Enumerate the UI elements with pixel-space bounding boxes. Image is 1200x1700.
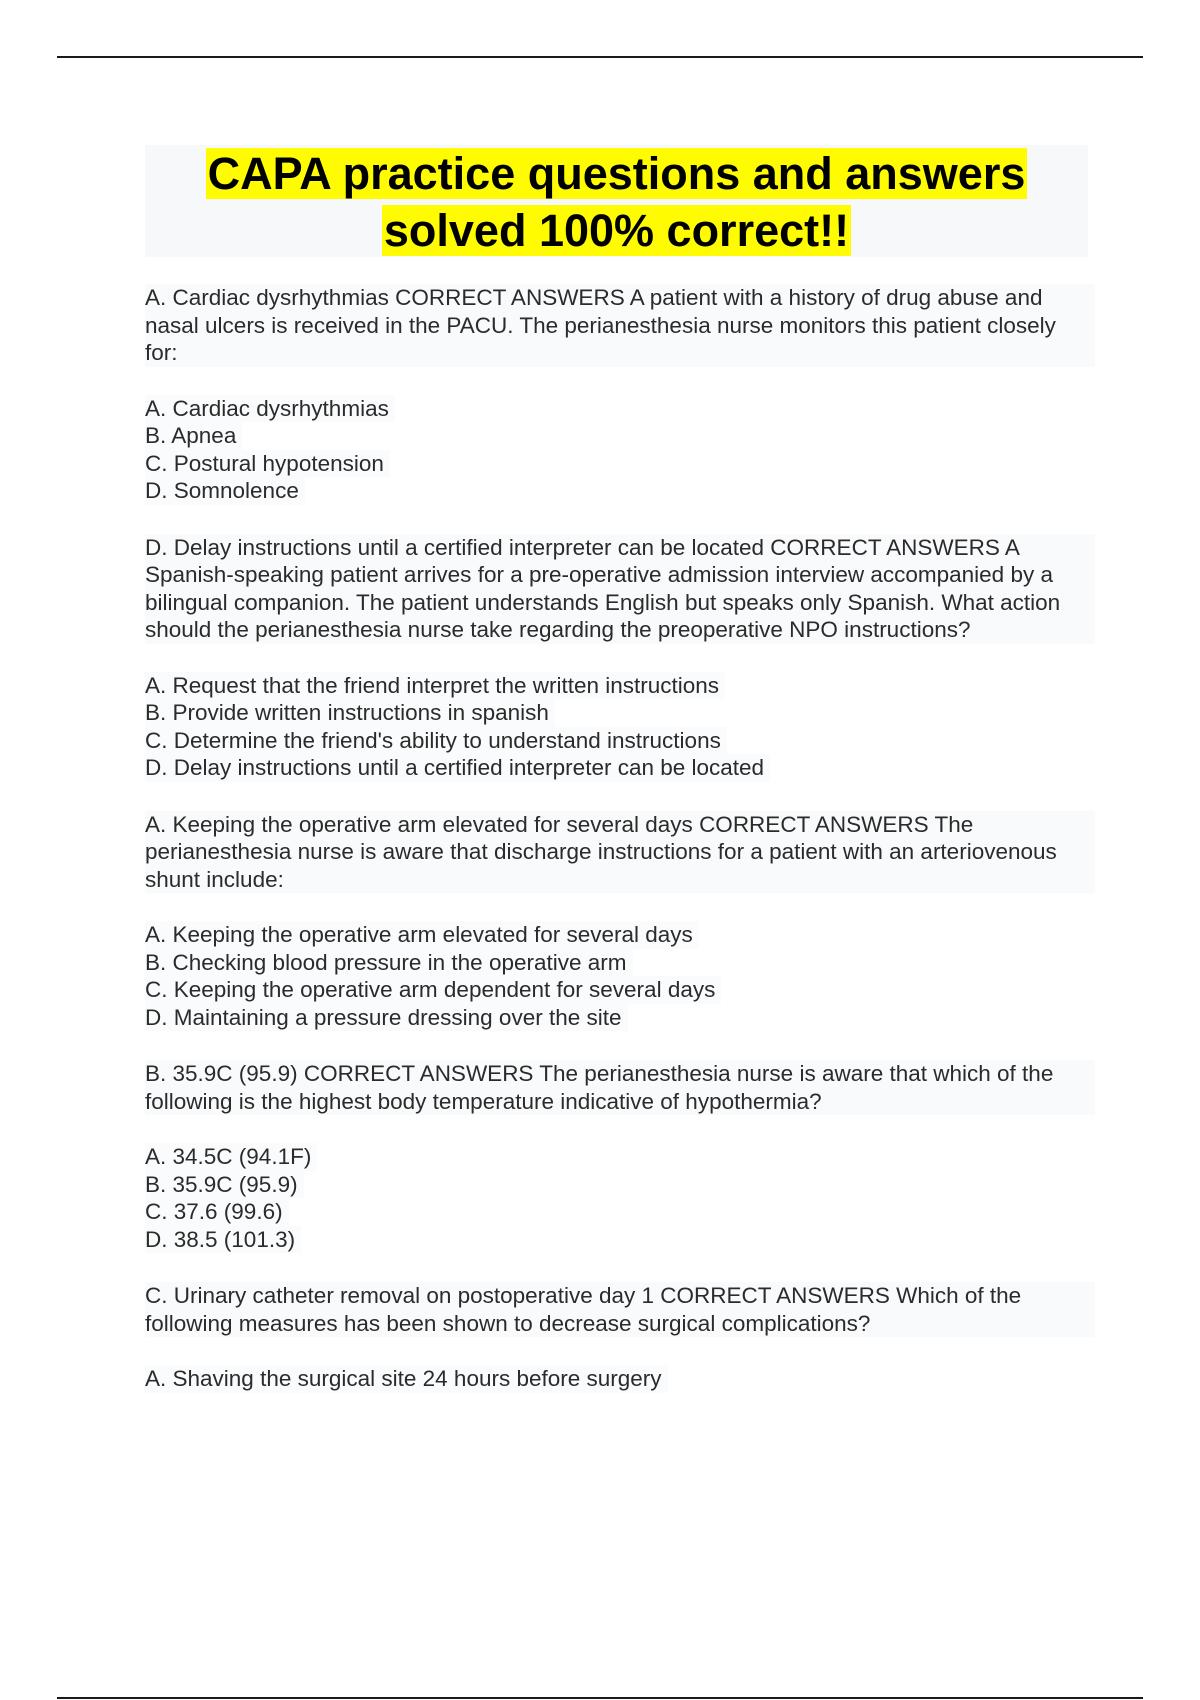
option-list	[145, 672, 1095, 782]
option-list	[145, 1143, 1095, 1253]
option-item: B. Apnea	[145, 422, 242, 450]
option-item: D. Somnolence	[145, 477, 305, 505]
option-list	[145, 921, 1095, 1031]
option-item: A. 34.5C (94.1F)	[145, 1143, 317, 1171]
option-item: C. Determine the friend's ability to understand instructions	[145, 727, 727, 755]
qa-block	[145, 1060, 1095, 1253]
option-item: C. Postural hypotension	[145, 450, 390, 478]
option-item: D. Maintaining a pressure dressing over the site	[145, 1004, 628, 1032]
option-item: D. Delay instructions until a certified interpreter can be located	[145, 754, 770, 782]
title-line-1: CAPA practice questions and answers	[207, 148, 1026, 199]
qa-block	[145, 284, 1095, 505]
option-item: D. 38.5 (101.3)	[145, 1226, 301, 1254]
qa-block	[145, 1282, 1095, 1393]
option-item: A. Keeping the operative arm elevated for several days	[145, 921, 699, 949]
option-item: B. Provide written instructions in spanish	[145, 699, 555, 727]
option-item: A. Request that the friend interpret the written instructions	[145, 672, 725, 700]
bottom-rule	[57, 1697, 1143, 1699]
option-item: A. Cardiac dysrhythmias	[145, 395, 395, 423]
document-body	[145, 284, 1095, 1422]
option-list	[145, 395, 1095, 505]
document-title	[145, 145, 1088, 257]
top-rule	[57, 56, 1143, 58]
option-item: B. 35.9C (95.9)	[145, 1171, 304, 1199]
qa-block	[145, 534, 1095, 782]
qa-block	[145, 811, 1095, 1032]
question-text: D. Delay instructions until a certified interpreter can be located CORRECT ANSWERS A Spanish-speaking patient arrives for a pre-operative admission interview accompanied by a bilingual companion. The patient understands English but speaks only Spanish. What action should the perianesthesia nurse take regarding the preoperative NPO instructions?	[145, 534, 1095, 644]
question-text: A. Keeping the operative arm elevated for several days CORRECT ANSWERS The perianesthesia nurse is aware that discharge instructions for a patient with an arteriovenous shunt include:	[145, 811, 1095, 894]
question-text: B. 35.9C (95.9) CORRECT ANSWERS The perianesthesia nurse is aware that which of the following is the highest body temperature indicative of hypothermia?	[145, 1060, 1095, 1115]
option-item: B. Checking blood pressure in the operative arm	[145, 949, 633, 977]
option-item: A. Shaving the surgical site 24 hours before surgery	[145, 1365, 668, 1393]
question-text: A. Cardiac dysrhythmias CORRECT ANSWERS A patient with a history of drug abuse and nasal ulcers is received in the PACU. The perianesthesia nurse monitors this patient closely for:	[145, 284, 1095, 367]
option-list	[145, 1365, 1095, 1393]
question-text: C. Urinary catheter removal on postoperative day 1 CORRECT ANSWERS Which of the following measures has been shown to decrease surgical complications?	[145, 1282, 1095, 1337]
option-item: C. 37.6 (99.6)	[145, 1198, 289, 1226]
option-item: C. Keeping the operative arm dependent for several days	[145, 976, 721, 1004]
title-line-2: solved 100% correct!!	[383, 205, 850, 256]
